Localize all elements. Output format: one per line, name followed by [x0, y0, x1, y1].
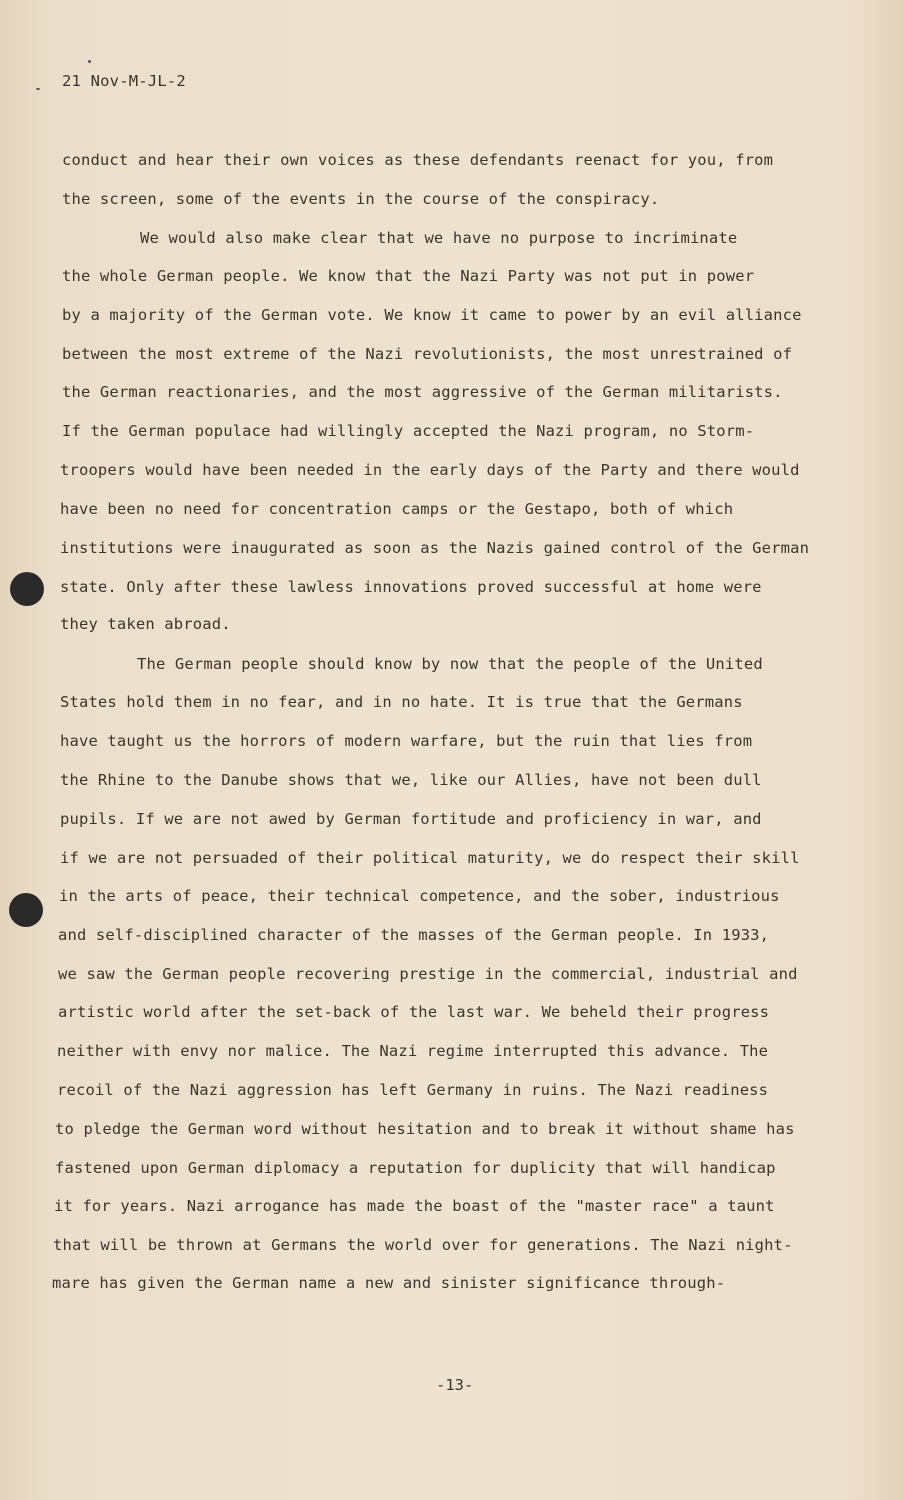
punch-hole — [9, 893, 43, 927]
text-line: We would also make clear that we have no purpose to incriminate — [140, 229, 738, 247]
text-line: States hold them in no fear, and in no hate. It is true that the Germans — [60, 693, 743, 711]
text-line: the screen, some of the events in the course of the conspiracy. — [62, 190, 660, 208]
punch-hole — [10, 572, 44, 606]
text-line: The German people should know by now that the people of the United — [137, 655, 763, 673]
text-line: the Rhine to the Danube shows that we, like our Allies, have not been dull — [60, 771, 762, 789]
document-header-id: 21 Nov-M-JL-2 — [62, 72, 186, 90]
text-line: fastened upon German diplomacy a reputation for duplicity that will handicap — [55, 1159, 776, 1177]
text-line: if we are not persuaded of their political maturity, we do respect their skill — [60, 849, 800, 867]
text-line: institutions were inaugurated as soon as the Nazis gained control of the German — [60, 539, 810, 557]
text-line: they taken abroad. — [60, 615, 231, 633]
paper-speck — [88, 60, 91, 63]
text-line: it for years. Nazi arrogance has made the boast of the "master race" a taunt — [54, 1197, 775, 1215]
text-line: state. Only after these lawless innovations proved successful at home were — [60, 578, 762, 596]
text-line: recoil of the Nazi aggression has left Germany in ruins. The Nazi readiness — [57, 1081, 769, 1099]
text-line: have taught us the horrors of modern warfare, but the ruin that lies from — [60, 732, 753, 750]
text-line: the whole German people. We know that the Nazi Party was not put in power — [62, 267, 755, 285]
text-line: the German reactionaries, and the most aggressive of the German militarists. — [62, 383, 783, 401]
text-line: pupils. If we are not awed by German fortitude and proficiency in war, and — [60, 810, 762, 828]
text-line: in the arts of peace, their technical competence, and the sober, industrious — [59, 887, 780, 905]
text-line: If the German populace had willingly accepted the Nazi program, no Storm- — [62, 422, 755, 440]
text-line: between the most extreme of the Nazi revolutionists, the most unrestrained of — [62, 345, 793, 363]
text-line: we saw the German people recovering prestige in the commercial, industrial and — [58, 965, 798, 983]
text-line: to pledge the German word without hesitation and to break it without shame has — [55, 1120, 795, 1138]
paper-speck — [36, 88, 40, 90]
text-line: neither with envy nor malice. The Nazi regime interrupted this advance. The — [57, 1042, 769, 1060]
text-line: conduct and hear their own voices as these defendants reenact for you, from — [62, 151, 774, 169]
text-line: artistic world after the set-back of the last war. We beheld their progress — [58, 1003, 770, 1021]
page-number: -13- — [436, 1376, 474, 1394]
text-line: troopers would have been needed in the early days of the Party and there would — [60, 461, 800, 479]
text-line: by a majority of the German vote. We know it came to power by an evil alliance — [62, 306, 802, 324]
text-line: have been no need for concentration camps or the Gestapo, both of which — [60, 500, 734, 518]
text-line: mare has given the German name a new and sinister significance through- — [52, 1274, 726, 1292]
text-line: and self-disciplined character of the masses of the German people. In 1933, — [58, 926, 770, 944]
text-line: that will be thrown at Germans the world over for generations. The Nazi night- — [53, 1236, 793, 1254]
